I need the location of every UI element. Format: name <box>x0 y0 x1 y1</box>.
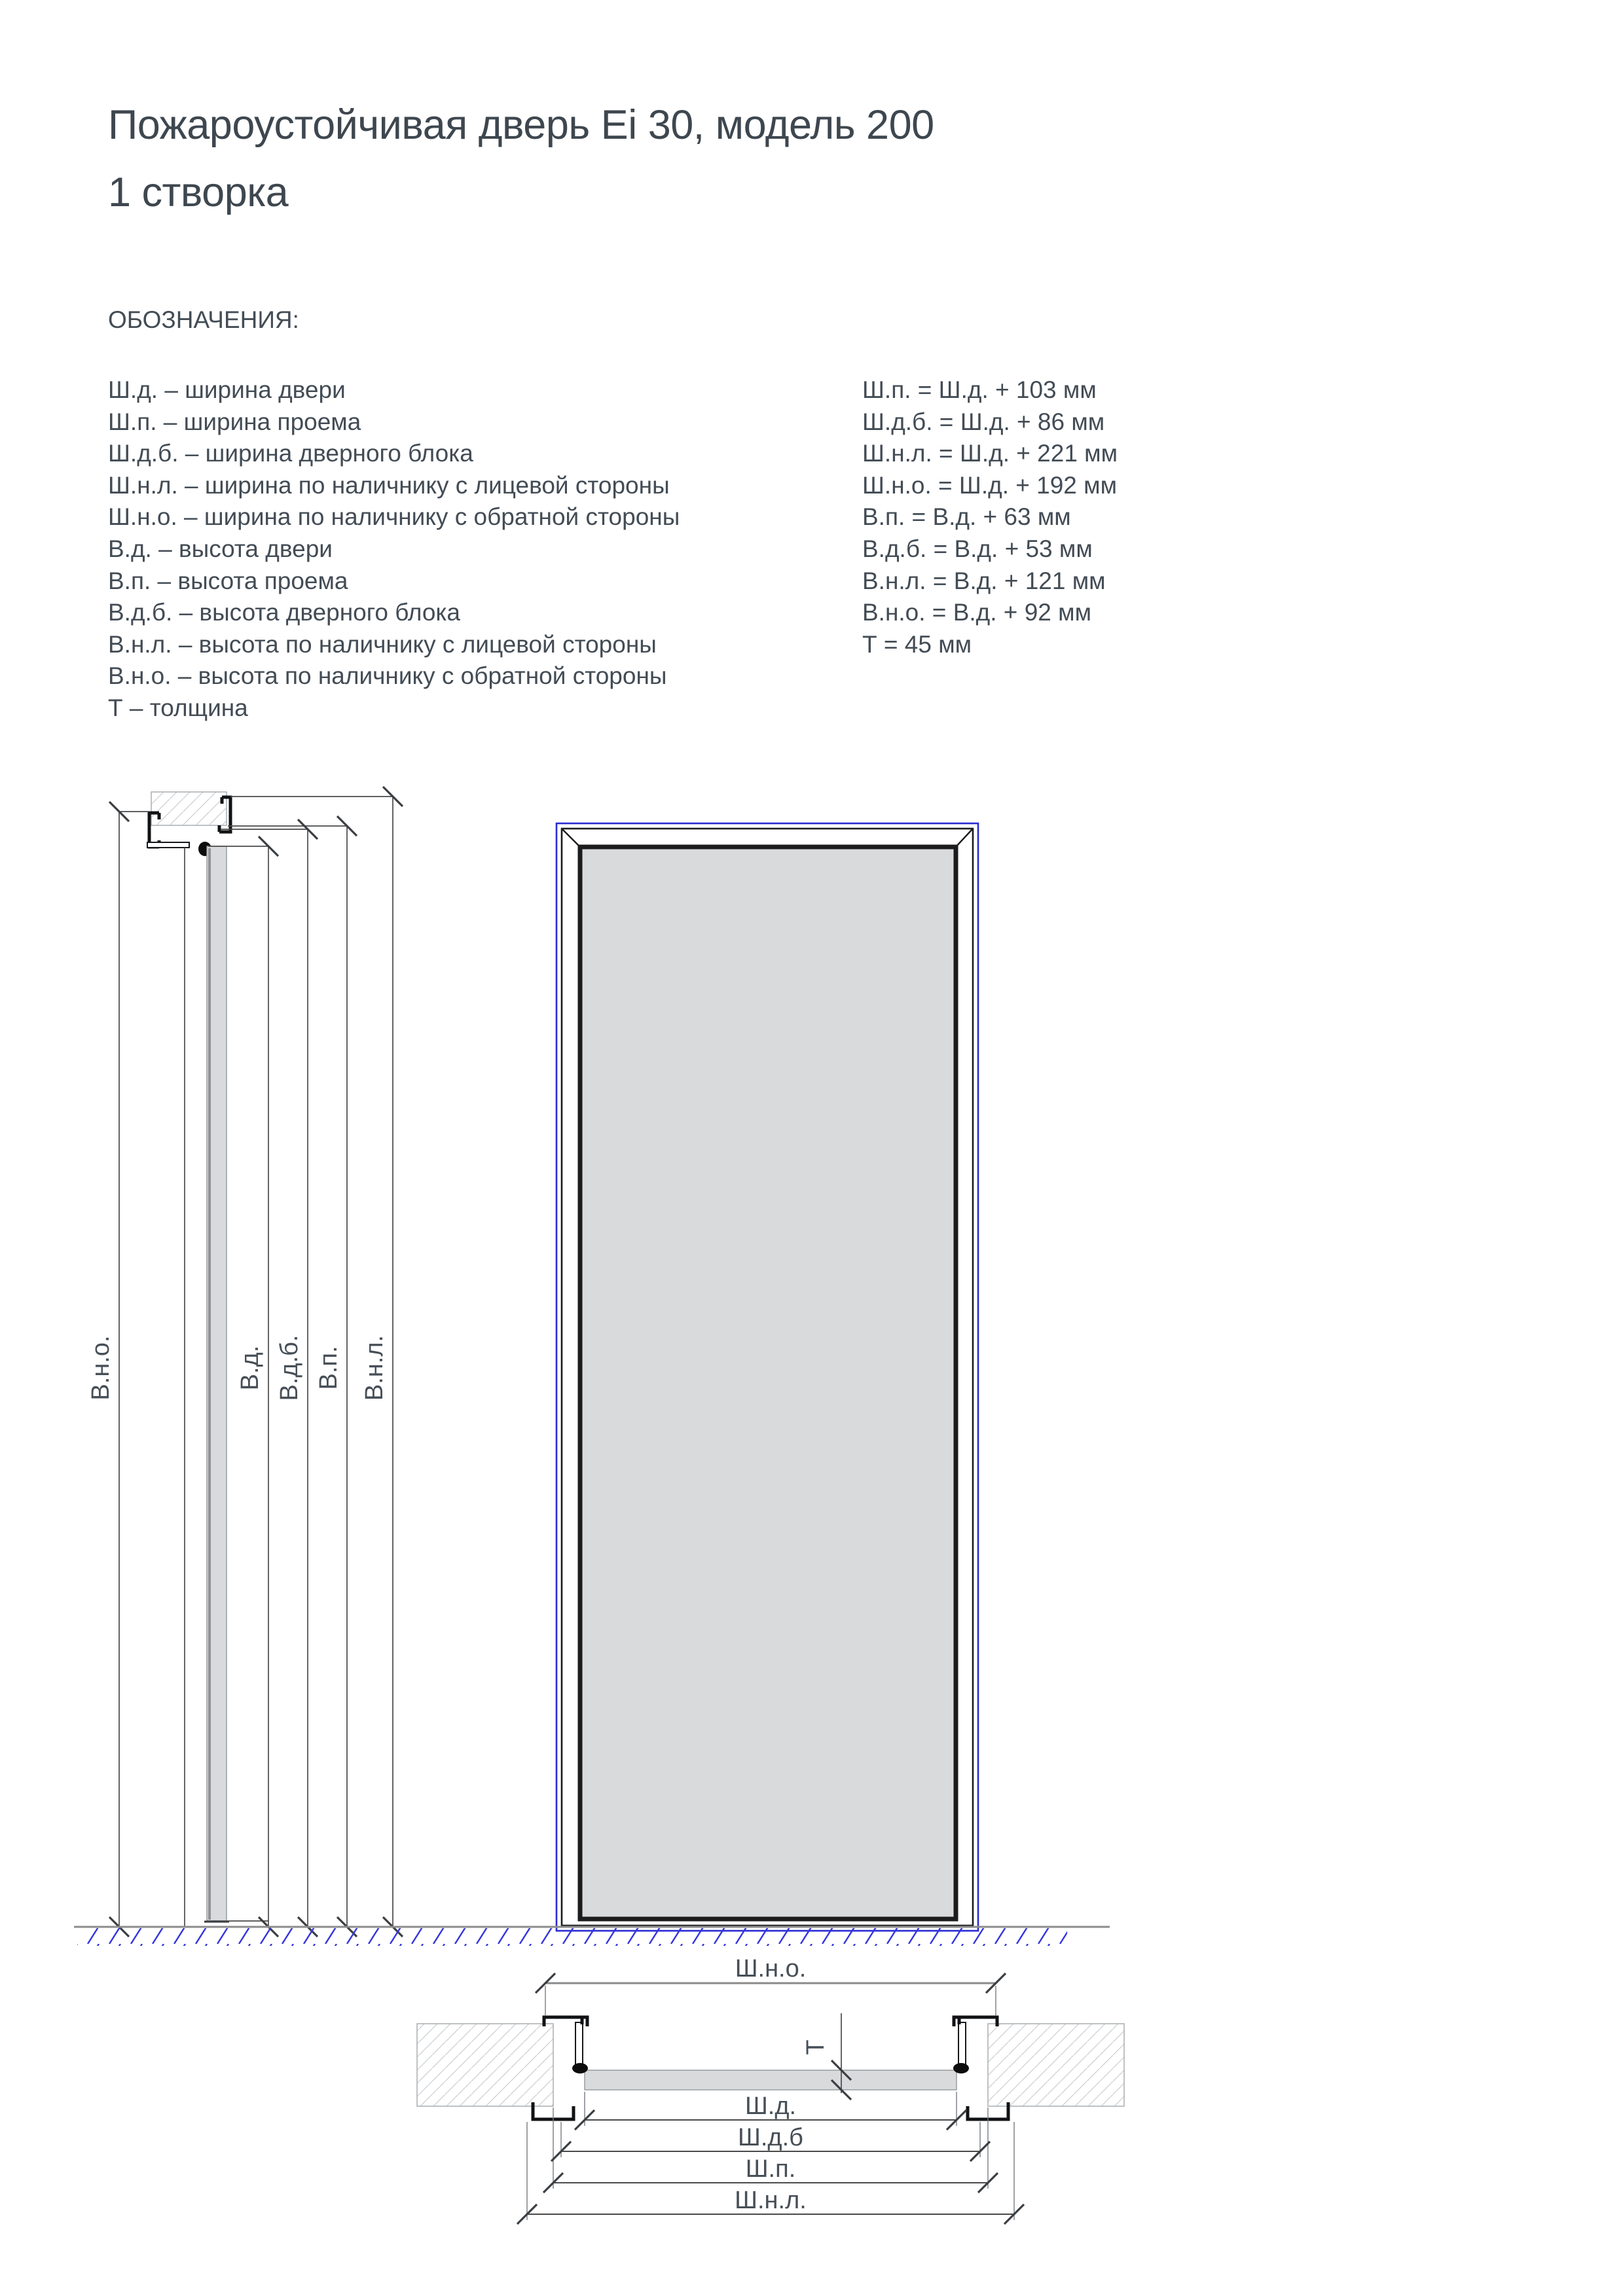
legend-heading: ОБОЗНАЧЕНИЯ: <box>108 306 299 333</box>
width-label-shdb: Ш.д.б <box>738 2124 803 2151</box>
plan-hinge-left <box>572 2063 588 2073</box>
plan-hinge-right <box>953 2063 969 2073</box>
legend-formula: Т = 45 мм <box>862 630 972 658</box>
legend-formula: В.д.б. = В.д. + 53 мм <box>862 535 1093 562</box>
legend-term: Т – толщина <box>108 694 248 721</box>
page-title-line2: 1 створка <box>108 170 289 215</box>
page-title <box>108 92 1221 226</box>
height-label-vnl: В.н.л. <box>361 1335 388 1401</box>
plan-jamb-right <box>958 2022 966 2068</box>
ground <box>74 1927 1110 1946</box>
legend-term: В.п. – высота проема <box>108 567 348 594</box>
legend-term: Ш.д.б. – ширина дверного блока <box>108 440 473 467</box>
height-label-vno: В.н.о. <box>87 1335 115 1401</box>
height-label-vd: В.д. <box>236 1345 264 1391</box>
side-trim-bar <box>147 842 189 848</box>
legend-term: В.д. – высота двери <box>108 535 333 562</box>
side-wall-hatch <box>151 792 227 825</box>
height-label-vdb: В.д.б. <box>276 1335 303 1401</box>
legend-formula: Ш.п. = Ш.д. + 103 мм <box>862 376 1097 403</box>
width-label-shd: Ш.д. <box>744 2092 797 2120</box>
width-label-shnl: Ш.н.л. <box>735 2187 807 2214</box>
legend-term: В.д.б. – высота дверного блока <box>108 599 460 626</box>
plan-jamb-left <box>575 2022 583 2068</box>
legend-term: Ш.н.о. – ширина по наличнику с обратной стороны <box>108 503 680 531</box>
legend-formula: В.п. = В.д. + 63 мм <box>862 503 1071 531</box>
legend-term: Ш.п. – ширина проема <box>108 408 361 435</box>
plan-wall-left <box>417 2024 553 2106</box>
legend-formula: Ш.н.о. = Ш.д. + 192 мм <box>862 471 1118 499</box>
legend-formula: Ш.н.л. = Ш.д. + 221 мм <box>862 440 1118 467</box>
thickness-label: Т <box>802 2039 830 2055</box>
legend-term: Ш.д. – ширина двери <box>108 376 346 403</box>
plan-door-leaf <box>585 2070 957 2090</box>
plan-wall-right <box>988 2024 1124 2106</box>
width-label-shp: Ш.п. <box>745 2155 796 2183</box>
legend-term: В.н.о. – высота по наличнику с обратной стороны <box>108 662 667 690</box>
ground-hatch <box>77 1928 1067 1946</box>
front-view <box>556 823 978 1931</box>
side-section-view <box>87 787 403 1937</box>
legend-term: Ш.н.л. – ширина по наличнику с лицевой стороны <box>108 471 670 499</box>
front-door-leaf <box>580 847 956 1919</box>
height-label-vp: В.п. <box>315 1346 342 1390</box>
legend-formula: Ш.д.б. = Ш.д. + 86 мм <box>862 408 1105 435</box>
width-label-shno: Ш.н.о. <box>735 1955 807 1982</box>
legend-term: В.н.л. – высота по наличнику с лицевой стороны <box>108 630 657 658</box>
plan-section-view <box>417 1955 1124 2224</box>
legend-terms <box>108 374 680 725</box>
legend-formula: В.н.о. = В.д. + 92 мм <box>862 599 1092 626</box>
legend-formulas <box>862 374 1118 660</box>
page-title-line1: Пожароустойчивая дверь Ei 30, модель 200 <box>108 102 934 148</box>
legend-formula: В.н.л. = В.д. + 121 мм <box>862 567 1106 594</box>
